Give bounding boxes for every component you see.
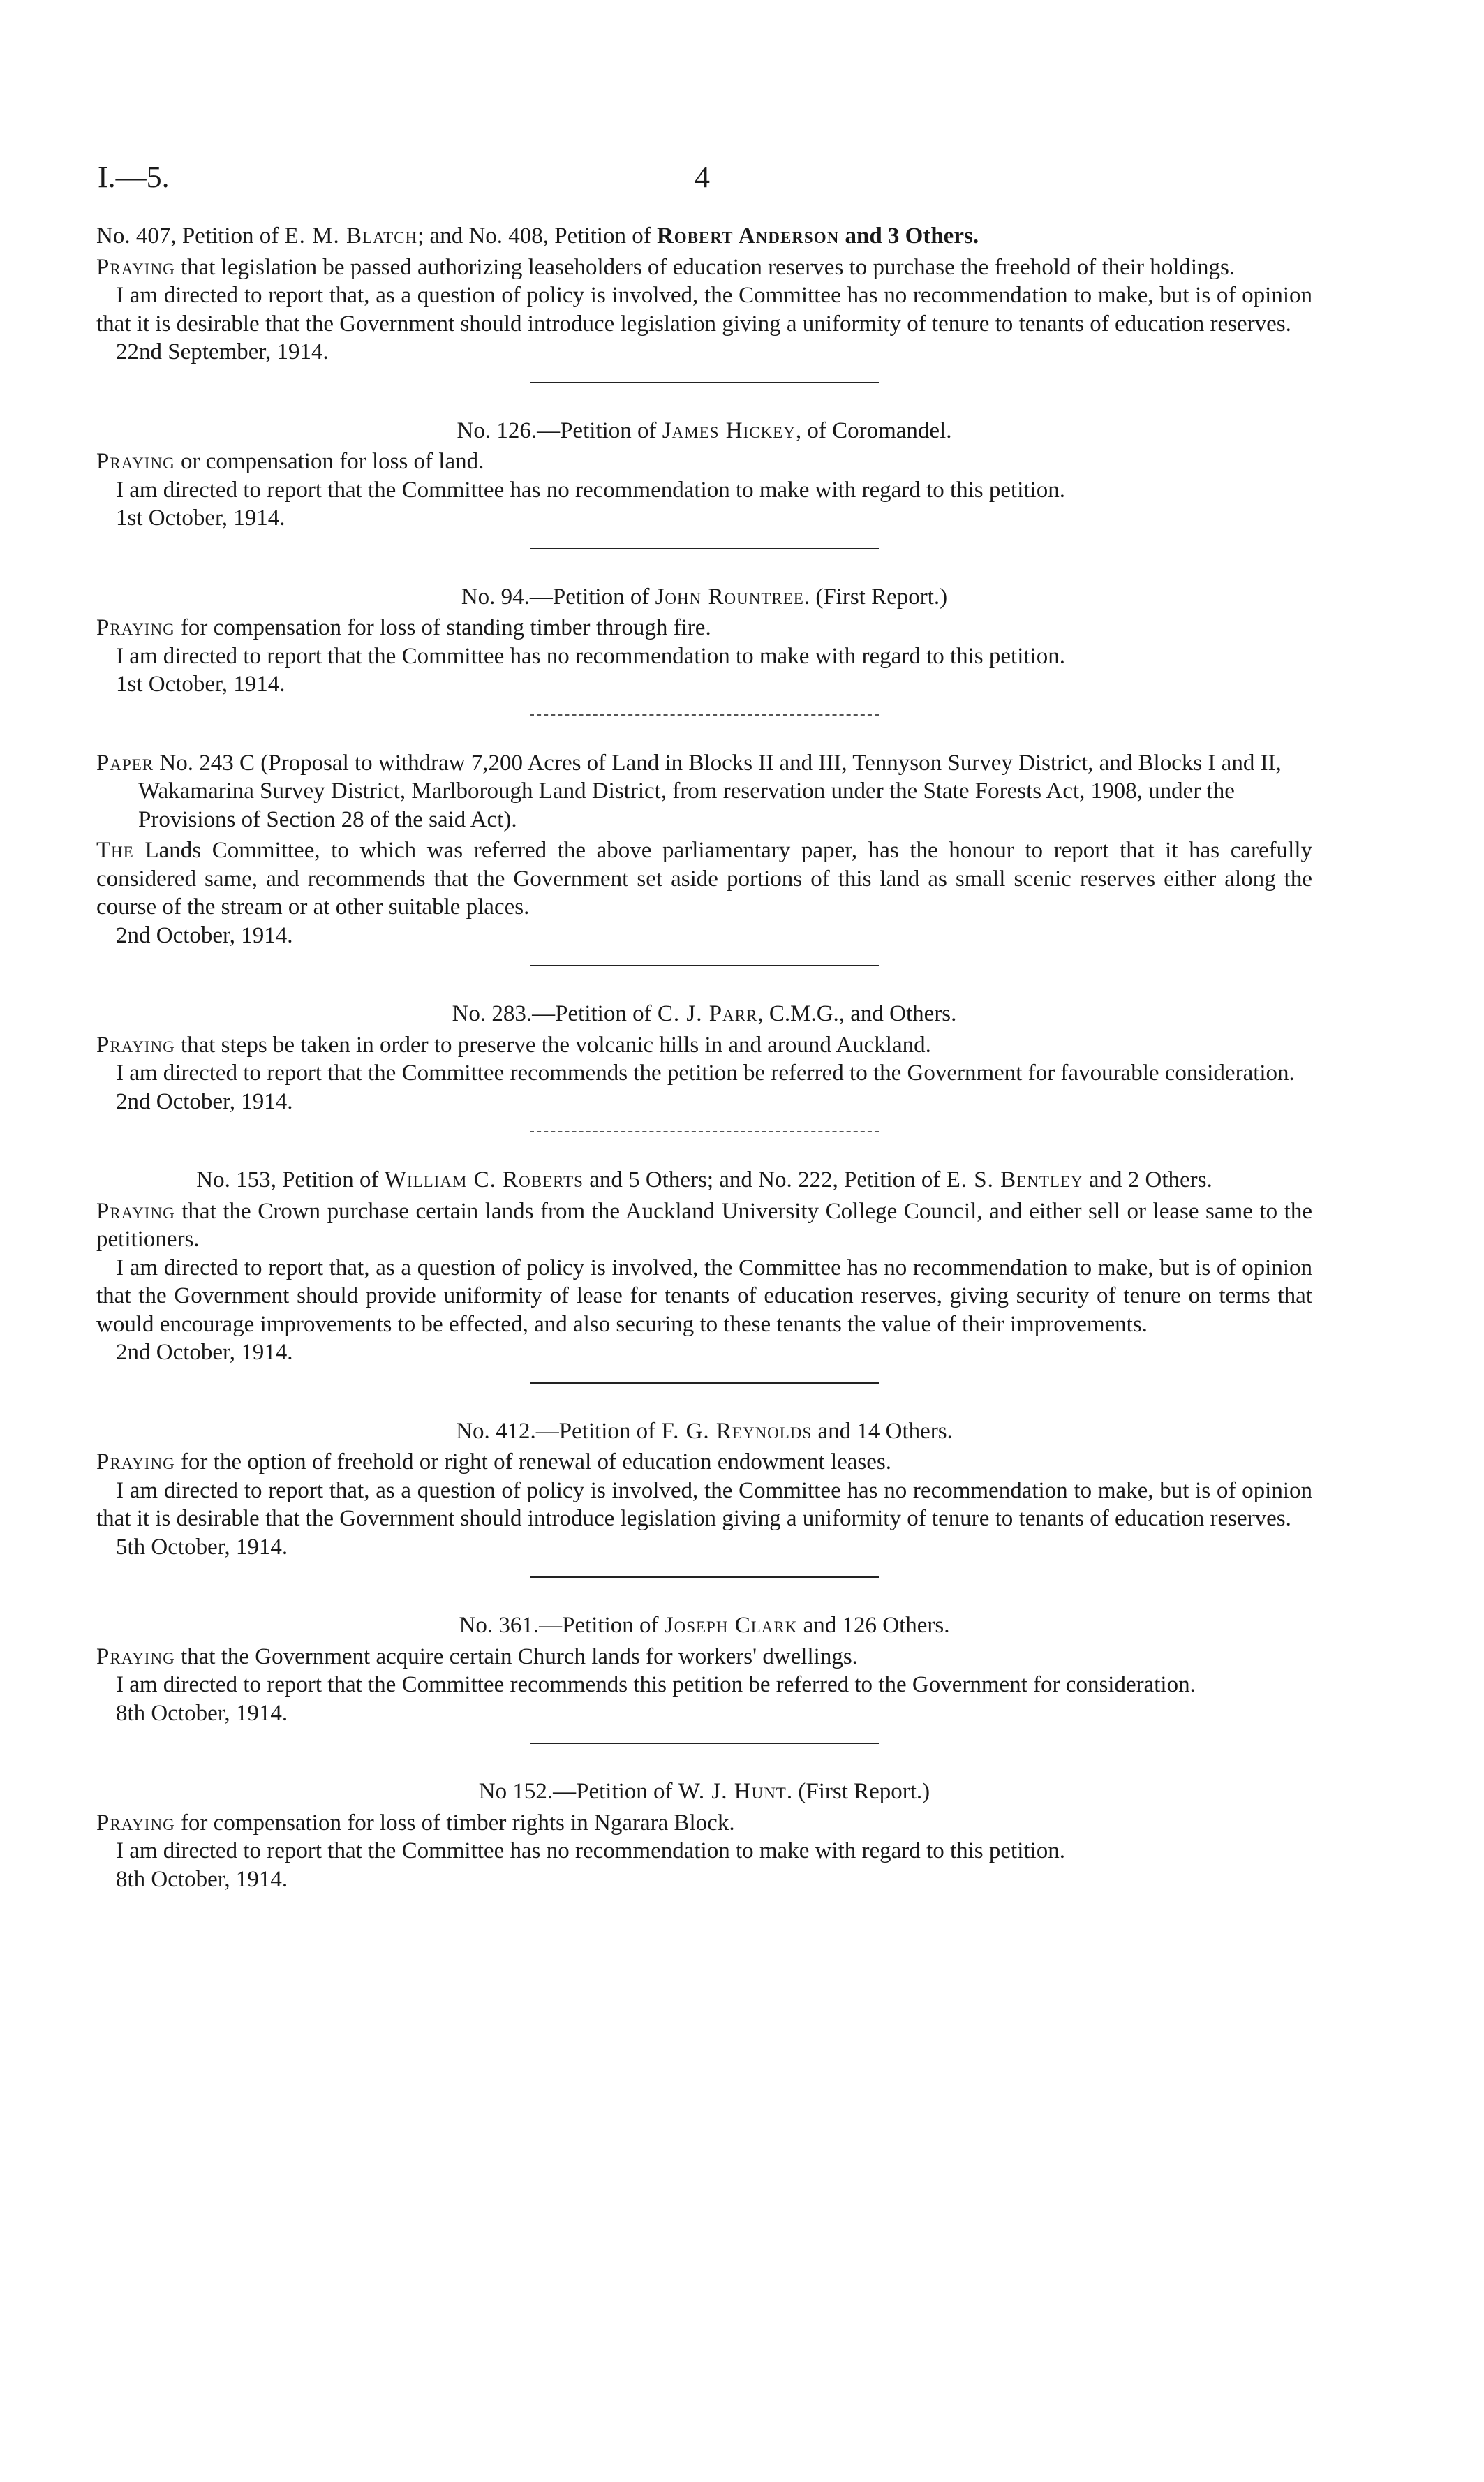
section-divider [530,714,879,716]
praying-paragraph: Praying for compensation for loss of standing timber through fire. [96,615,711,640]
section-divider [530,548,879,549]
petition-entry [96,1166,1312,1384]
petition-entry [96,222,1312,383]
praying-paragraph: Praying that legislation be passed authorizing leaseholders of education reserves to purchase the freehold of their holdings. [96,254,1236,280]
petition-title: No. 412.—Petition of F. G. Reynolds and 14 Others. [456,1418,953,1444]
report-date: 2nd October, 1914. [116,1340,293,1365]
petition-title: No. 94.—Petition of John Rountree. (First Report.) [461,584,948,610]
section-divider [530,382,879,383]
section-divider [530,965,879,966]
praying-paragraph: Praying that the Government acquire certain Church lands for workers' dwellings. [96,1643,858,1669]
report-date: 1st October, 1914. [116,672,285,697]
report-date: 8th October, 1914. [116,1866,288,1892]
report-date: 8th October, 1914. [116,1700,288,1726]
paper-title: Paper No. 243 C (Proposal to withdraw 7,200 Acres of Land in Blocks II and III, Tennyson Survey District, and Blocks I and II, Wakamarina Survey District, Marlborough Land District, from reservation under the State Forests Act, 1908, under the Provisions of Section 28 of the said Act). [96,750,1282,832]
praying-paragraph: Praying or compensation for loss of land. [96,449,484,474]
report-paragraph: I am directed to report that the Committee recommends this petition be referred to the Government for consideration. [116,1672,1196,1697]
petition-entry [96,583,1312,716]
report-paragraph: I am directed to report that the Committee has no recommendation to make with regard to this petition. [116,643,1065,669]
petition-title: No 152.—Petition of W. J. Hunt. (First Report.) [478,1779,930,1804]
report-paragraph: I am directed to report that, as a question of policy is involved, the Committee has no recommendation to make, but is of opinion that it is desirable that the Government should introduce legislation giving a uniformity of tenure to tenants of education reserves. [96,1477,1312,1531]
report-paragraph: I am directed to report that the Committee has no recommendation to make with regard to this petition. [116,477,1065,503]
report-date: 2nd October, 1914. [116,1088,293,1114]
report-date: 5th October, 1914. [116,1534,288,1560]
petition-title: No. 361.—Petition of Joseph Clark and 126 Others. [459,1613,950,1638]
praying-paragraph: Praying that steps be taken in order to preserve the volcanic hills in and around Auckland. [96,1032,931,1058]
page-header [98,159,1386,201]
report-paragraph: I am directed to report that the Committee has no recommendation to make with regard to this petition. [116,1838,1065,1863]
document-body [96,222,1312,1893]
section-divider [530,1382,879,1384]
petition-entry [96,1778,1312,1893]
report-date: 1st October, 1914. [116,505,285,531]
section-divider [530,1131,879,1132]
report-paragraph: I am directed to report that, as a question of policy is involved, the Committee has no recommendation to make, but is of opinion that it is desirable that the Government should introduce legislation giving a uniformity of tenure to tenants of education reserves. [96,283,1312,337]
petition-entry [96,1000,1312,1132]
petition-title: No. 153, Petition of William C. Roberts and 5 Others; and No. 222, Petition of E. S. Bentley and 2 Others. [196,1167,1212,1192]
petition-entry [96,1417,1312,1579]
praying-paragraph: Praying for the option of freehold or right of renewal of education endowment leases. [96,1449,892,1475]
petition-title: No. 283.—Petition of C. J. Parr, C.M.G., and Others. [452,1001,957,1026]
praying-paragraph: Praying for compensation for loss of timber rights in Ngarara Block. [96,1810,735,1835]
report-paragraph: I am directed to report that the Committee recommends the petition be referred to the Government for favourable consideration. [116,1061,1295,1086]
section-divider [530,1743,879,1744]
paper-reference: I.—5. [98,160,170,194]
praying-paragraph: Praying that the Crown purchase certain lands from the Auckland University College Council, and either sell or lease same to the petitioners. [96,1198,1312,1252]
petition-entry [96,417,1312,549]
report-date: 2nd October, 1914. [116,922,293,948]
paper-entry [96,749,1312,967]
section-divider [530,1576,879,1578]
report-date: 22nd September, 1914. [116,339,329,364]
committee-report-paragraph: The Lands Committee, to which was referred the above parliamentary paper, has the honour to report that it has carefully considered same, and recommends that the Government set aside portions of this land as small scenic reserves either along the course of the stream or at other suitable places. [96,838,1312,919]
petition-title: No. 407, Petition of E. M. Blatch; and No. 408, Petition of Robert Anderson and 3 Others. [96,223,979,249]
petition-entry [96,1611,1312,1744]
petition-title: No. 126.—Petition of James Hickey, of Coromandel. [457,418,952,443]
report-paragraph: I am directed to report that, as a question of policy is involved, the Committee has no recommendation to make, but is of opinion that the Government should provide uniformity of lease for tenants of education reserves, giving security of tenure on terms that would encourage improvements to be effected, and also securing to these tenants the value of their improvements. [96,1255,1312,1337]
page-number: 4 [695,160,710,194]
